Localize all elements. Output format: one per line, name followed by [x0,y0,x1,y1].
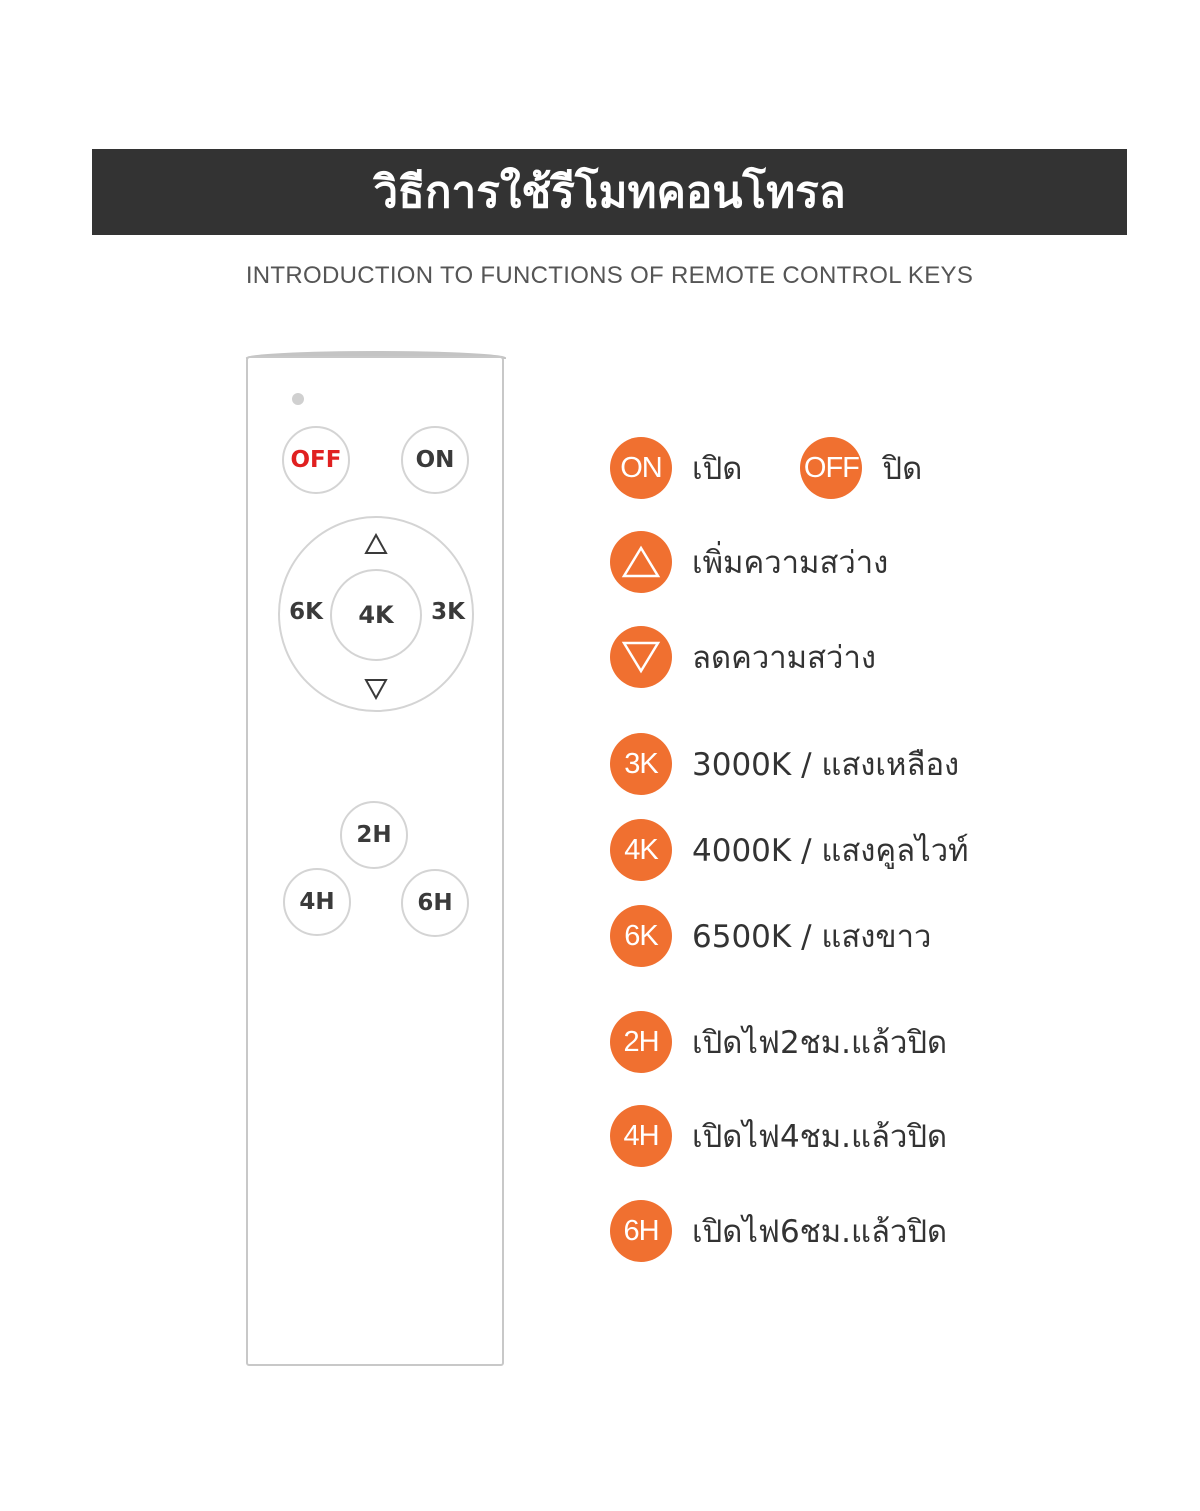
legend-row-on-off [610,437,980,499]
remote-3k-button[interactable]: 3K [431,599,465,625]
3k-badge: 3K [610,733,672,795]
on-description: เปิด [692,451,743,487]
4k-badge: 4K [610,819,672,881]
legend-item-2h [610,1011,947,1073]
legend-item-off [800,437,922,499]
title-banner [92,149,1127,235]
remote-4h-button[interactable]: 4H [283,868,351,936]
dpad-up-icon[interactable] [364,533,388,555]
off-badge: OFF [800,437,862,499]
triangle-up-icon [610,531,672,593]
brightness-down-description: ลดความสว่าง [692,640,876,676]
4h-badge: 4H [610,1105,672,1167]
3k-description: 3000K / แสงเหลือง [692,747,960,783]
legend-item-6k [610,905,931,967]
page-subtitle: INTRODUCTION TO FUNCTIONS OF REMOTE CONTROL KEYS [245,262,974,289]
remote-4k-button[interactable]: 4K [330,569,422,661]
legend-item-4h [610,1105,947,1167]
legend-item-6h [610,1200,947,1262]
ir-led-indicator [292,393,304,405]
remote-6k-button[interactable]: 6K [289,599,323,625]
2h-description: เปิดไฟ2ชม.แล้วปิด [692,1025,948,1061]
page-title: วิธีการใช้รีโมทคอนโทรล [373,167,846,218]
dpad-down-icon[interactable] [364,678,388,700]
remote-off-button[interactable]: OFF [282,426,350,494]
triangle-down-icon [610,626,672,688]
legend-item-3k [610,733,959,795]
4h-description: เปิดไฟ4ชม.แล้วปิด [692,1119,948,1155]
6h-description: เปิดไฟ6ชม.แล้วปิด [692,1214,948,1250]
6k-description: 6500K / แสงขาว [692,919,932,955]
legend-item-4k [610,819,969,881]
brightness-up-description: เพิ่มความสว่าง [692,545,889,581]
remote-on-button[interactable]: ON [401,426,469,494]
remote-6h-button[interactable]: 6H [401,869,469,937]
4k-description: 4000K / แสงคูลไวท์ [692,833,969,869]
6k-badge: 6K [610,905,672,967]
legend-item-brightness-up [610,531,888,593]
2h-badge: 2H [610,1011,672,1073]
legend-item-brightness-down [610,626,876,688]
off-description: ปิด [882,451,923,487]
legend-item-on [610,437,742,499]
6h-badge: 6H [610,1200,672,1262]
on-badge: ON [610,437,672,499]
remote-2h-button[interactable]: 2H [340,801,408,869]
